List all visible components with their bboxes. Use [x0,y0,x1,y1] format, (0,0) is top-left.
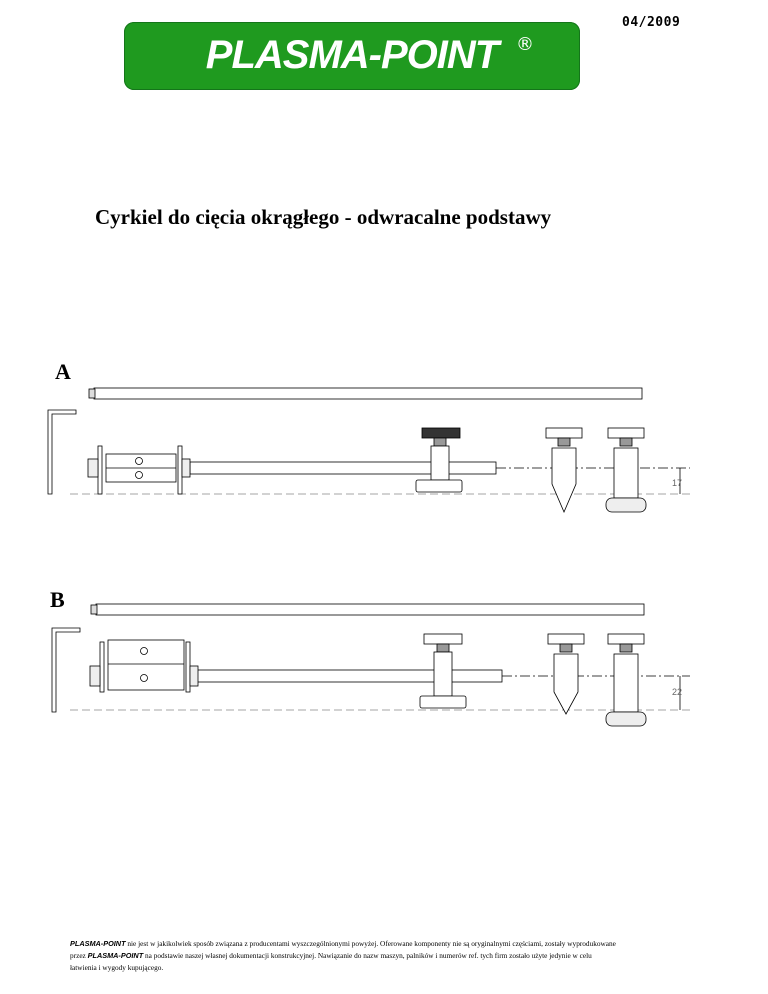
disclaimer-brand-1: PLASMA-POINT [70,939,126,948]
hex-key-a [48,410,76,494]
assembly-a [48,388,690,512]
knurled-knob-1-a [422,428,460,438]
disclaimer-line-3: łatwienia i wygody kupującego. [70,963,164,972]
rod-end-cap-a [89,389,95,398]
hex-key-b [52,628,80,712]
knurled-knob-2-a [546,428,582,438]
section-label-b: B [50,587,65,612]
center-rod-b [196,670,502,682]
knob-body-1-a [431,446,449,480]
knob-thread-2-b [560,644,572,652]
knurled-knob-3-b [608,634,644,644]
knob-body-1-b [434,652,452,696]
knob-thread-2-a [558,438,570,446]
knurled-knob-1-b [424,634,462,644]
dimension-label-a: 17 [672,478,683,488]
page-title: Cyrkiel do cięcia okrągłego - odwracalne podstawy [95,205,552,229]
dimension-label-b: 22 [672,687,683,697]
rod-a [94,388,642,399]
wheel-body-a [614,448,638,498]
disclaimer-line-2 [70,950,690,962]
knob-thread-3-b [620,644,632,652]
wheel-body-b [614,654,638,712]
knob-thread-1-b [437,644,449,652]
registered-mark: ® [516,34,534,55]
clamp-block-b [108,640,184,690]
knob-thread-1-a [434,438,446,446]
rod-end-cap-b [91,605,97,614]
cone-tip-a [552,448,576,512]
document-date: 04/2009 [622,15,681,30]
disclaimer-brand-2: PLASMA-POINT [87,951,144,960]
clamp-plate-left-a [98,446,102,494]
disclaimer-prefix-2: przez [70,951,88,960]
wheel-a [606,498,646,512]
center-rod-a [190,462,496,474]
clamp-plate-right-b [186,642,190,692]
section-label-a: A [55,359,71,384]
disclaimer-text-1: nie jest w jakikolwiek sposób związana z producentami wyszczególnionymi powyżej. Oferowane komponenty nie są oryginalnymi częściami, zostały wyprodukowane [125,939,616,948]
disclaimer [70,938,690,974]
clamp-nut-left-b [90,666,100,686]
cone-tip-b [554,654,578,714]
clamp-nut-right-b [190,666,198,686]
clamp-nut-left-a [88,459,98,477]
wheel-b [606,712,646,726]
knurled-knob-3-a [608,428,644,438]
clamp-nut-right-a [182,459,190,477]
assembly-b [52,604,690,726]
knob-thread-3-a [620,438,632,446]
knurled-knob-2-b [548,634,584,644]
disclaimer-line-1 [70,938,690,950]
clamp-plate-left-b [100,642,104,692]
disclaimer-text-2: na podstawie naszej własnej dokumentacji konstrukcyjnej. Nawiązanie do nazw maszyn, palników i numerów ref. tych firm zostało użyte jedynie w celu [143,951,592,960]
logo-text: PLASMA-POINT [205,33,499,77]
foot-base-b [420,696,466,708]
foot-base-a [416,480,462,492]
rod-b [96,604,644,615]
clamp-plate-right-a [178,446,182,494]
